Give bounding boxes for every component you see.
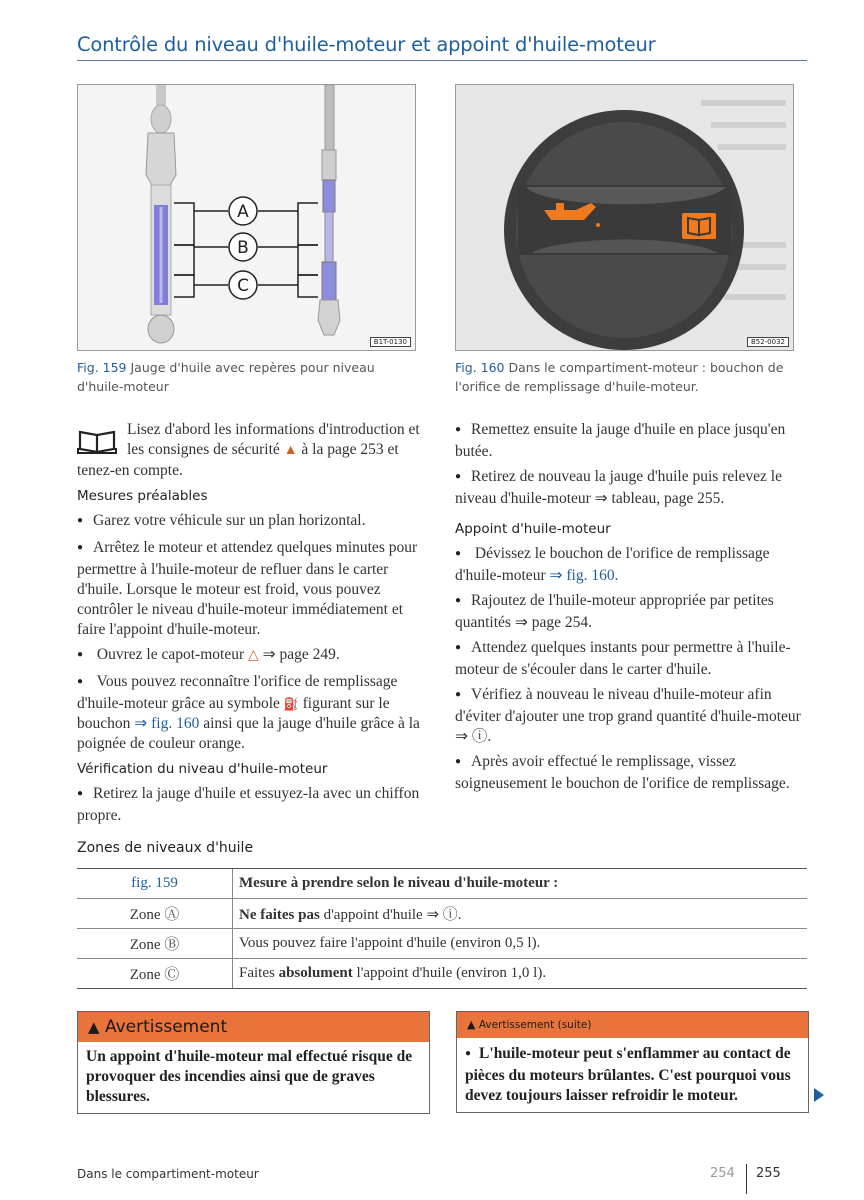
- list-item: ● Garez votre véhicule sur un plan horizontal.: [77, 511, 425, 533]
- zone-cell: Zone Ⓑ: [77, 929, 233, 959]
- list-item: ● Arrêtez le moteur et attendez quelques minutes pour permettre à l'huile-moteur de refluer dans le carter d'huile. Lorsque le moteur est froid, vous pouvez contrôler le niveau d'huile-moteur immédiatement et faire l'appoint d'huile-moteur.: [77, 538, 425, 640]
- list-item: ● Remettez ensuite la jauge d'huile en place jusqu'en butée.: [455, 420, 807, 462]
- continue-arrow-icon[interactable]: [814, 1088, 824, 1102]
- zone-cell: Zone Ⓐ: [77, 899, 233, 929]
- figure-159: [77, 84, 416, 351]
- oil-can-icon: ⛽: [283, 697, 299, 711]
- table-row: [77, 959, 807, 989]
- warning-text: ● L'huile-moteur peut s'enflammer au contact de pièces du moteurs brûlantes. C'est pourquoi vous devez toujours laisser refroidir le moteur.: [465, 1045, 791, 1104]
- zone-label-b: B: [237, 238, 249, 258]
- zone-markers: [229, 197, 257, 299]
- intro-paragraph: Lisez d'abord les informations d'introduction et les consignes de sécurité ▲ à la page 253 et tenez-en compte.: [77, 421, 420, 479]
- warning-triangle-icon: ▲: [467, 1018, 476, 1031]
- dipstick-illustration: [78, 85, 415, 350]
- list-item: ● Ouvrez le capot-moteur △ ⇒ page 249.: [77, 645, 425, 667]
- warning-title: Avertissement (suite): [478, 1019, 592, 1031]
- title-divider: [77, 60, 807, 61]
- page-divider: [746, 1164, 747, 1194]
- list-item: ● Rajoutez de l'huile-moteur appropriée par petites quantités ⇒ page 254.: [455, 591, 807, 633]
- right-column: [455, 420, 807, 799]
- zone-label-a: A: [237, 202, 249, 222]
- measure-cell: Faites absolument l'appoint d'huile (environ 1,0 l).: [233, 959, 808, 989]
- table-row: [77, 899, 807, 929]
- list-item: ● Attendez quelques instants pour permettre à l'huile-moteur de s'écouler dans le carter d'huile.: [455, 638, 807, 680]
- list-item: ● Retirez la jauge d'huile et essuyez-la avec un chiffon propre.: [77, 784, 425, 826]
- measure-cell: Ne faites pas d'appoint d'huile ⇒ ⓘ.: [233, 899, 808, 929]
- page-number-right: 255: [756, 1166, 781, 1181]
- manual-icon: [682, 213, 716, 239]
- table-row: [77, 929, 807, 959]
- caption-text: Dans le compartiment-moteur : bouchon de l'orifice de remplissage d'huile-moteur.: [455, 360, 784, 394]
- list-item: ● Retirez de nouveau la jauge d'huile puis relevez le niveau d'huile-moteur ⇒ tableau, page 255.: [455, 467, 807, 509]
- zones-heading: Zones de niveaux d'huile: [77, 840, 254, 856]
- figure-number: Fig. 160: [455, 360, 505, 375]
- figure-code: B1T-0130: [370, 337, 411, 347]
- figure-159-caption: [77, 358, 417, 396]
- page-title: Contrôle du niveau d'huile-moteur et appoint d'huile-moteur: [77, 33, 656, 56]
- table-header-measure: Mesure à prendre selon le niveau d'huile-moteur :: [233, 869, 808, 899]
- table-header-fig: fig. 159: [77, 869, 233, 899]
- footer-section: Dans le compartiment-moteur: [77, 1167, 259, 1181]
- left-column: [77, 420, 425, 831]
- page-number-left: 254: [710, 1166, 735, 1181]
- fig-160-link[interactable]: ⇒ fig. 160: [134, 715, 200, 732]
- warning-text: Un appoint d'huile-moteur mal effectué risque de provoquer des incendies ainsi que de graves blessures.: [86, 1048, 413, 1105]
- list-item: ● Vérifiez à nouveau le niveau d'huile-moteur afin d'éviter d'ajouter une trop grand quantité d'huile-moteur ⇒ ⓘ.: [455, 685, 807, 747]
- warning-triangle-icon: ▲: [88, 1018, 100, 1036]
- figure-160: [455, 84, 794, 351]
- warning-box-left: [77, 1011, 430, 1114]
- warning-box-right: [456, 1011, 809, 1113]
- list-item: ● Vous pouvez reconnaître l'orifice de remplissage d'huile-moteur grâce au symbole ⛽ figurant sur le bouchon ⇒ fig. 160 ainsi que la jauge d'huile grâce à la poignée de couleur orange.: [77, 672, 425, 754]
- warning-title: Avertissement: [104, 1017, 228, 1037]
- book-icon: [77, 426, 119, 454]
- warning-header: [457, 1012, 808, 1038]
- figure-code: B52-0032: [747, 337, 789, 347]
- zones-table: [77, 868, 807, 989]
- heading-mesures: Mesures préalables: [77, 488, 208, 504]
- fig-160-link[interactable]: ⇒ fig. 160.: [549, 567, 619, 584]
- list-item: ● Dévissez le bouchon de l'orifice de remplissage d'huile-moteur ⇒ fig. 160.: [455, 544, 807, 586]
- caption-text: Jauge d'huile avec repères pour niveau d'huile-moteur: [77, 360, 375, 394]
- zone-label-c: C: [237, 276, 249, 296]
- figure-number: Fig. 159: [77, 360, 127, 375]
- figure-160-caption: [455, 358, 811, 396]
- heading-verification: Vérification du niveau d'huile-moteur: [77, 761, 328, 777]
- warning-triangle-icon: △: [247, 648, 259, 663]
- measure-cell: Vous pouvez faire l'appoint d'huile (environ 0,5 l).: [233, 929, 808, 959]
- warning-header: [78, 1012, 429, 1042]
- zone-cell: Zone Ⓒ: [77, 959, 233, 989]
- list-item: ● Après avoir effectué le remplissage, vissez soigneusement le bouchon de l'orifice de remplissage.: [455, 752, 807, 794]
- oil-cap-illustration: [456, 85, 793, 350]
- table-header-row: [77, 869, 807, 899]
- warning-triangle-icon: ▲: [283, 443, 298, 458]
- heading-appoint: Appoint d'huile-moteur: [455, 521, 611, 537]
